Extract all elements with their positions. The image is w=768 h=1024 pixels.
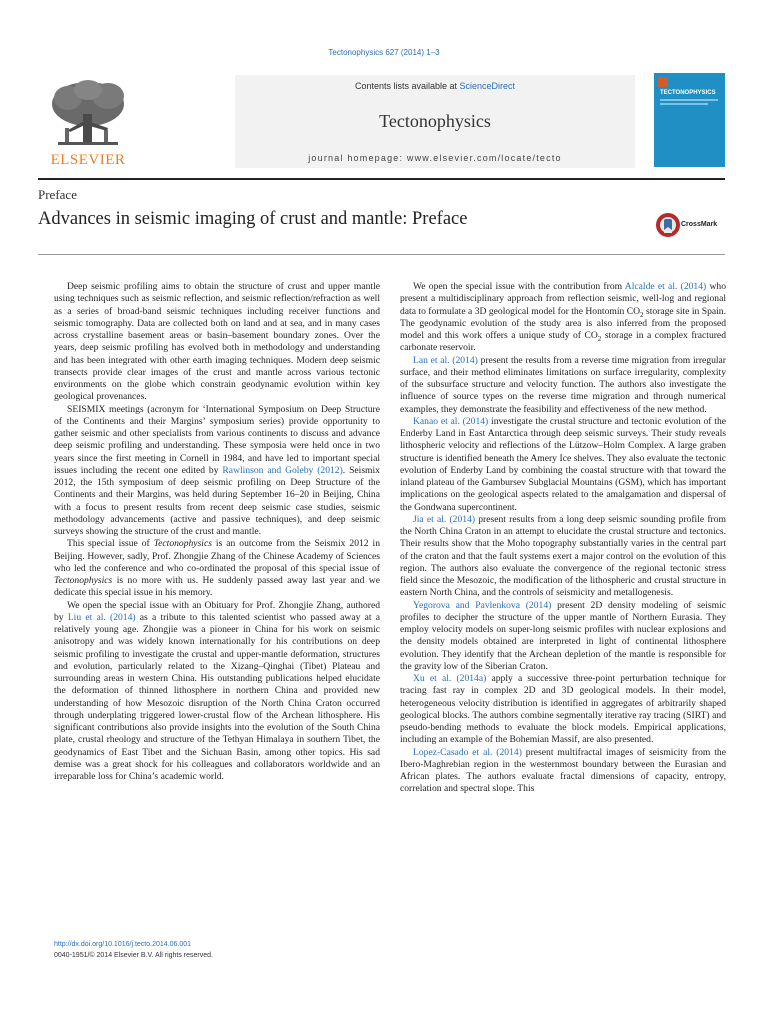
title-rule [38,254,725,255]
paragraph-text: present 2D density modeling of seismic profiles to decipher the structure of the upper mantle of Northern Eurasia. They employ velocity models on super-long seismic profiles with nuclear explosions and the density models obtained are interpreted in light of continental lithosphere evolution. They identify that the Archean depletion of the mantle is responsible for the gravity low of the Siberian Craton. [400,599,726,672]
article-title: Advances in seismic imaging of crust and mantle: Preface [38,209,468,229]
citation-link[interactable]: Kanao et al. (2014) [413,415,489,427]
body-paragraph [400,600,726,674]
body-paragraph [54,404,380,539]
body-paragraph [400,673,726,747]
body-paragraph [400,514,726,600]
crossmark-icon [655,210,681,240]
paragraph-text: . Seismix 2012, the 15th symposium of deep seismic profiling on Deep Structure of the Continents and their Margins, was held during September 16–20 in Beijing, China with a focus to present results from recent deep seismic case studies, seismic methodology advancements (active and passive techniques), and deep seismic surveys showing the structure of the crust and mantle. [54,464,380,537]
elsevier-tree-icon [38,76,138,168]
citation-link[interactable]: Liu et al. (2014) [67,611,136,623]
sciencedirect-link[interactable]: ScienceDirect [459,81,516,91]
header-rule [38,178,725,180]
paragraph-text: investigate the crustal structure and tectonic evolution of the Enderby Land in East Antarctica through deep seismic surveys. Their study reveals lithospheric velocity and reflections of the Lützow–Holm Complex. A large graben structure is identified beneath the Amery Ice shelves. They also evaluate the tectonic evolution of Enderby Land by combining the coastal structure with that toward the inland plateau of the Gambursev Subglacial Mountains (GSM), which has important implications on the geological aspects related to the amalgamation and dispersal of the Gondwana supercontinent. [400,415,726,513]
subscript: 2 [597,334,602,343]
journal-cover [654,73,725,167]
paragraph-text: as a tribute to this talented scientist who passed away at a relatively young age. Zhongjie was a pioneer in China for his work on seismic anisotropy and was widely known internationally for his contributions on deep seismic profiling to investigate the crustal and upper-mantle deformation, structures and evolution, particularly related to the Xizang–Qinghai (Tibet) Plateau and surrounding areas in western China. His outstanding publications helped elucidate the deformation of thinned lithosphere in northern China and provided new understanding of how Mesozoic disruption of the North China Craton occurred through underplating triggered lower-crustal flow of the Archean lithosphere. His significant contributions also provide insights into the evolution of the South China plate, crustal rheology and structure of the Tethyan Himalaya in southern Tibet, the geodynamics of East Tibet and the Sichuan Basin, among other topics. His sad demise was a great shock for his colleagues and collaborators worldwide and an irreparable loss for China’s academic world. [54,611,380,782]
body-paragraph [400,416,726,514]
homepage-link[interactable]: www.elsevier.com/locate/tecto [406,153,562,163]
citation-link[interactable]: Jia et al. (2014) [413,513,476,525]
body-paragraph [54,281,380,404]
paragraph-text: Deep seismic profiling aims to obtain the structure of crust and upper mantle using techniques such as seismic reflection, and seismic reflection/refraction as well as a series of broad-band seismic techniques including receiver functions and seismic tomography. Data are collected both on land and at sea, and in many cases across crystalline basement areas or basin–basement boundary zones. Over the years, deep seismic profiling has evolved both in methodology and understanding and has been integrated with other earth imaging techniques. Modern deep seismic transects provide clear images of the crust and mantle across various tectonic environments on the globe which constrain geodynamic evolution within key geological provenances. [54,281,380,403]
svg-text:ELSEVIER: ELSEVIER [50,152,126,168]
journal-reference[interactable]: Tectonophysics 627 (2014) 1–3 [328,48,440,57]
journal-italic: Tectonophysics [54,575,113,586]
journal-homepage [235,153,635,163]
body-paragraph [400,281,726,355]
copyright-notice: 0040-1951/© 2014 Elsevier B.V. All rights reserved. [54,952,213,959]
doi-link[interactable]: http://dx.doi.org/10.1016/j.tecto.2014.06.001 [54,941,191,948]
article-type: Preface [38,187,77,202]
paragraph-text: apply a successive three-point perturbation technique for tracing fast ray in complex 2D and 3D geological models. In their model, heterogeneous velocity distribution is identified in aggregates of arbitrarily shaped geological blocks. The authors combine segmentally iterative ray tracing (SIRT) and pseudo-bending methods to evaluate the block models. Empirical applications, including an example of the Bohemian Massif, are also presented. [400,673,726,746]
paragraph-text: present the results from a reverse time migration from irregular surface, and their method eliminates limitations on surface irregularity, complexity of the subsurface structure and velocity function. The authors also investigate the influence of source types on the reverse time migration and through numerical examples, they demonstrate the feasibility and effectiveness of the new method. [400,354,726,415]
citation-link[interactable]: Yegorova and Pavlenkova (2014) [413,599,552,611]
paragraph-text: is an outcome from the Seismix 2012 in Beijing. However, sadly, Prof. Zhongjie Zhang of the Chinese Academy of Sciences who led the conference and who co-ordinated the proposal of this special issue of [54,538,380,574]
citation-link[interactable]: Rawlinson and Goleby (2012) [222,464,343,476]
paragraph-text: This special issue of [67,538,154,550]
paragraph-text: We open the special issue with an Obituary for Prof. Zhongjie Zhang, authored by [54,599,380,623]
right-column [400,281,726,796]
paragraph-text: storage site in Spain. The geodynamic evolution of the study area is also inferred from the proposed model and this work offers a unique study of CO [400,305,726,341]
citation-link[interactable]: Lan et al. (2014) [413,354,478,366]
paragraph-text: who present a multidisciplinary approach from reflection seismic, well-log and regional data to formulate a 3D geological model for the Hontomín CO [400,281,726,317]
contents-line [235,81,635,91]
body-paragraph [400,747,726,796]
paragraph-text: present multifractal images of seismicity from the Ibero-Maghrebian region in the westernmost boundary between the Eurasian and African plates. The authors evaluate fractal dimensions of capacity, entropy, correlation and spectral slope. This [400,746,726,795]
contents-prefix: Contents lists available at [354,81,460,91]
paragraph-text: SEISMIX meetings (acronym for ‘International Symposium on Deep Structure of the Continents and their Margins’ symposium series) provide opportunity to gather seismic and other specialists from various continents to discuss and advance deep seismic profiling and understanding. These symposia were held once in two years since the first meeting in Cornell in 1984, and have led to important special issues including the recent one edited by [54,403,380,476]
subscript: 2 [640,310,644,319]
elsevier-logo [38,76,138,168]
paragraph-text: storage in a complex fractured carbonate reservoir. [400,330,726,354]
paragraph-text: is no more with us. He suddenly passed away last year and we dedicate this special issue in his memory. [54,575,380,599]
citation-link[interactable]: Xu et al. (2014a) [413,673,487,684]
homepage-prefix: journal homepage: [308,153,407,163]
body-paragraph [400,355,726,416]
left-column [54,281,380,783]
cover-title: TECTONOPHYSICS [660,90,716,96]
paragraph-text: We open the special issue with the contribution from [413,281,625,292]
paragraph-text: present results from a long deep seismic sounding profile from the North China Craton in an attempt to elucidate the crustal structure and tectonics. Their results show that the Moho topography substantially varies in the central part of the craton and that the fault systems exert a major control on the evolution of this region. The authors also evaluate the convergence of the regional tectonic stress field since the Mesozoic, the modification of the lithospheric and crustal structure in eastern North China, and the controls of seismicity and metallogenesis. [400,513,726,599]
body-paragraph [54,538,380,599]
citation-link[interactable]: Lopez-Casado et al. (2014) [413,746,522,758]
journal-name: Tectonophysics [379,111,491,131]
body-paragraph [54,600,380,784]
cover-emblem-icon [658,77,668,87]
crossmark-label: CrossMark [681,221,718,228]
journal-italic: Tectonophysics [153,538,212,550]
citation-link[interactable]: Alcalde et al. (2014) [624,281,707,292]
